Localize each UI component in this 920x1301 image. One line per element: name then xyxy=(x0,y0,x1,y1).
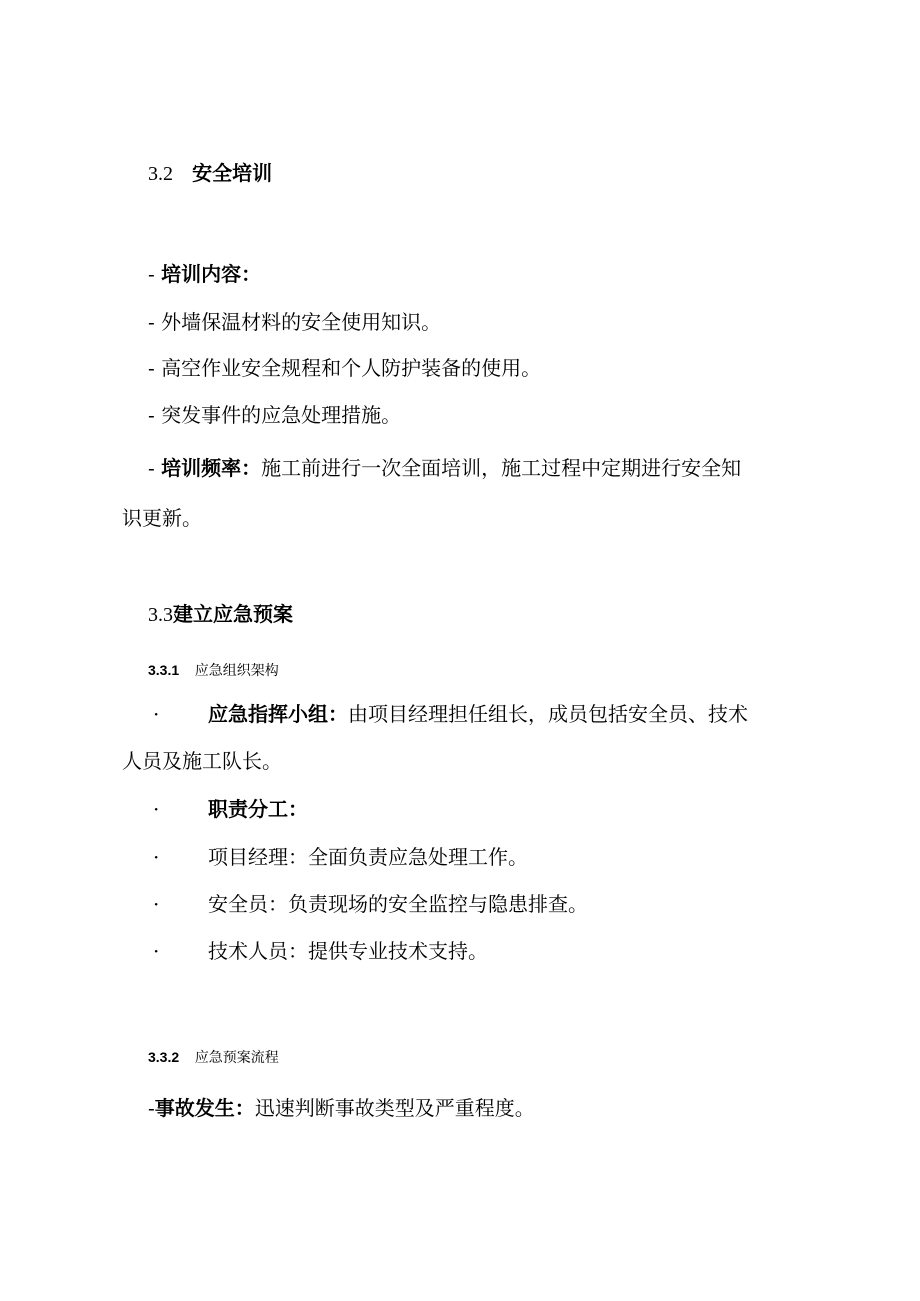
subsection-number: 3.3.1 xyxy=(148,662,180,678)
command-group-label: 应急指挥小组： xyxy=(208,702,348,726)
subsection-heading-3-3-2 xyxy=(148,1048,279,1066)
list-item: - 外墙保温材料的安全使用知识。 xyxy=(148,310,442,334)
bullet: · xyxy=(153,845,160,869)
bullet: · xyxy=(153,702,160,726)
bullet: · xyxy=(153,892,160,916)
command-group-paragraph xyxy=(153,702,748,726)
bullet: · xyxy=(153,939,160,963)
training-frequency-text: 施工前进行一次全面培训，施工过程中定期进行安全知 xyxy=(261,456,742,480)
subsection-heading-3-3-1 xyxy=(148,661,279,679)
training-content-label: 培训内容： xyxy=(161,262,262,286)
duties-heading xyxy=(153,797,308,821)
list-item: - 高空作业安全规程和个人防护装备的使用。 xyxy=(148,356,542,380)
subsection-title: 应急预案流程 xyxy=(194,1049,279,1065)
accident-text: 迅速判断事故类型及严重程度。 xyxy=(254,1096,535,1120)
duty-text: 安全员：负责现场的安全监控与隐患排查。 xyxy=(208,892,588,916)
command-group-continuation: 人员及施工队长。 xyxy=(122,749,282,773)
section-heading-3-2 xyxy=(148,161,272,186)
dash-prefix: - xyxy=(148,262,162,286)
section-number: 3.3 xyxy=(148,604,173,626)
list-item xyxy=(153,892,588,916)
dash-prefix: - xyxy=(148,1096,155,1120)
duty-text: 技术人员：提供专业技术支持。 xyxy=(208,939,488,963)
accident-paragraph xyxy=(148,1096,535,1120)
subsection-number: 3.3.2 xyxy=(148,1049,180,1065)
training-frequency-paragraph xyxy=(148,456,741,480)
command-group-text: 由项目经理担任组长，成员包括安全员、技术 xyxy=(348,702,748,726)
list-item xyxy=(153,939,488,963)
section-title: 建立应急预案 xyxy=(173,602,293,626)
list-item xyxy=(153,845,528,869)
accident-label: 事故发生： xyxy=(154,1096,255,1120)
section-heading-3-3 xyxy=(148,602,293,627)
section-title: 安全培训 xyxy=(192,161,273,185)
training-content-heading xyxy=(148,262,261,286)
section-number: 3.2 xyxy=(148,163,173,185)
duties-label: 职责分工： xyxy=(208,797,308,821)
list-item: - 突发事件的应急处理措施。 xyxy=(148,403,402,427)
subsection-title: 应急组织架构 xyxy=(194,662,279,678)
dash-prefix: - xyxy=(148,456,162,480)
duty-text: 项目经理：全面负责应急处理工作。 xyxy=(208,845,528,869)
bullet: · xyxy=(153,797,160,821)
training-frequency-label: 培训频率： xyxy=(161,456,262,480)
training-frequency-continuation: 识更新。 xyxy=(122,506,202,530)
